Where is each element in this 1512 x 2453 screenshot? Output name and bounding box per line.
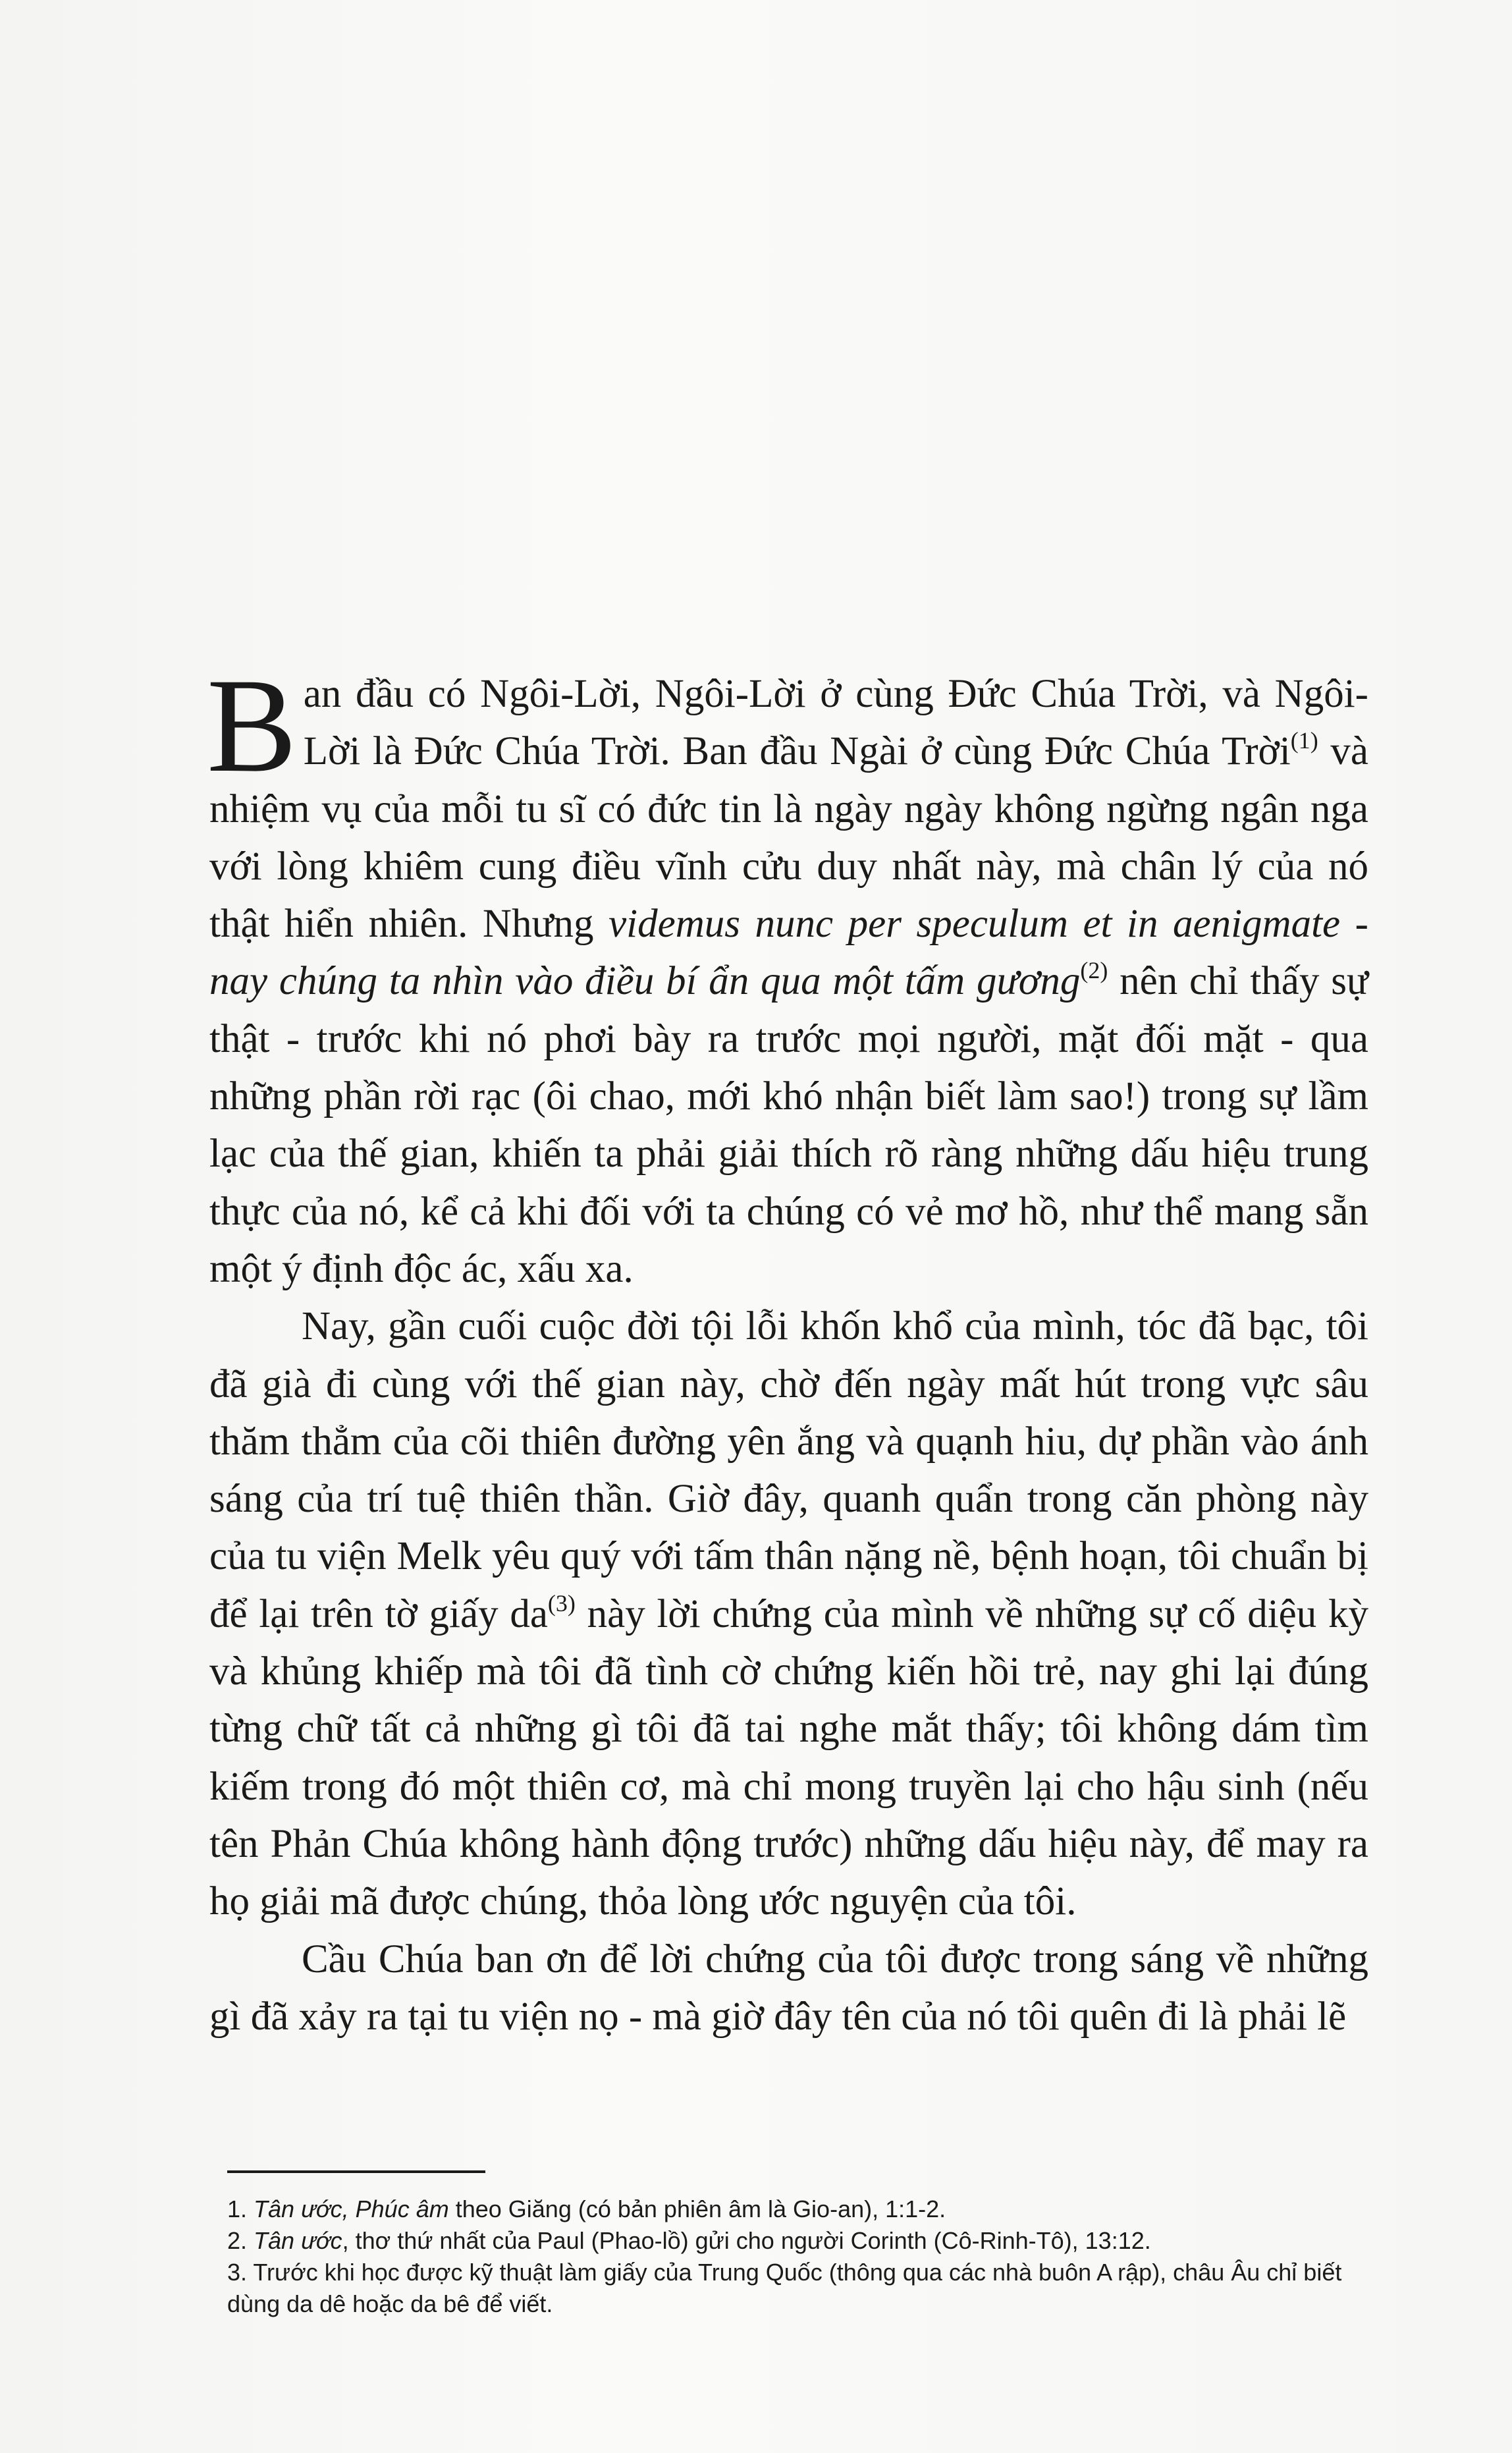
paragraph-2-text-b: này lời chứng của mình về những sự cố diệu kỳ và khủng khiếp mà tôi đã tình cờ chứng kiến hồi trẻ, nay ghi lại đúng từng chữ tất cả những gì tôi đã tai nghe mắt thấy; tôi không dám tìm kiếm trong đó một thiên cơ, mà chỉ mong truyền lại cho hậu sinh (nếu tên Phản Chúa không hành động trước) những dấu hiệu này, để may ra họ giải mã được chúng, thỏa lòng ước nguyện của tôi. xyxy=(209,1591,1368,1924)
footnote-text: , thơ thứ nhất của Paul (Phao-lồ) gửi cho người Corinth (Cô-Rinh-Tô), 13:12. xyxy=(342,2227,1151,2254)
footnote-number: 1. xyxy=(227,2195,254,2222)
footnote-number: 2. xyxy=(227,2227,254,2254)
footnote-ref-3: (3) xyxy=(547,1589,576,1616)
footnote-ref-2: (2) xyxy=(1080,957,1108,984)
paragraph-3-text: Cầu Chúa ban ơn để lời chứng của tôi được trong sáng về những gì đã xảy ra tại tu viện nọ - mà giờ đây tên của nó tôi quên đi là phải lẽ xyxy=(209,1937,1368,2039)
paragraph-3 xyxy=(209,1931,1368,2046)
footnote-italic: Tân ước xyxy=(254,2227,342,2254)
footnote-text: Trước khi học được kỹ thuật làm giấy của Trung Quốc (thông qua các nhà buôn A rập), châu Âu chỉ biết dùng da dê hoặc da bê để viết. xyxy=(227,2259,1342,2317)
footnote-number: 3. xyxy=(227,2259,254,2286)
footnote-divider xyxy=(227,2170,485,2173)
footnote-2 xyxy=(227,2225,1386,2257)
footnote-3 xyxy=(227,2257,1386,2320)
footnote-text: theo Giăng (có bản phiên âm là Gio-an), 1:1-2. xyxy=(448,2195,946,2222)
footnote-ref-1: (1) xyxy=(1290,727,1318,754)
paragraph-2 xyxy=(209,1298,1368,1930)
footnote-1 xyxy=(227,2193,1386,2225)
latin-quote: videmus nunc per speculum et in aenigmate - nay chúng ta nhìn vào điều bí ẩn qua một tấm gương xyxy=(209,902,1368,1004)
paragraph-2-text-a: Nay, gần cuối cuộc đời tội lỗi khốn khổ của mình, tóc đã bạc, tôi đã già đi cùng với thế gian này, chờ đến ngày mất hút trong vực sâu thăm thẳm của cõi thiên đường yên ắng và quạnh hiu, dự phần vào ánh sáng của trí tuệ thiên thần. Giờ đây, quanh quẩn trong căn phòng này của tu viện Melk yêu quý với tấm thân nặng nề, bệnh hoạn, tôi chuẩn bị để lại trên tờ giấy da xyxy=(209,1304,1368,1636)
footnotes xyxy=(227,2193,1386,2320)
paragraph-1-text-b: và nhiệm vụ của mỗi tu sĩ có đức tin là ngày ngày không ngừng ngân nga với lòng khiêm cung điều vĩnh cửu duy nhất này, mà chân lý của nó thật hiển nhiên. Nhưng xyxy=(209,729,1369,947)
main-text xyxy=(207,651,1369,2045)
paragraph-1-text-a: an đầu có Ngôi-Lời, Ngôi-Lời ở cùng Đức Chúa Trời, và Ngôi-Lời là Đức Chúa Trời. Ban đầu Ngài ở cùng Đức Chúa Trời xyxy=(303,672,1368,774)
drop-cap: B xyxy=(207,651,297,800)
paragraph-1 xyxy=(207,651,1369,1298)
paragraph-1-text-c: nên chỉ thấy sự thật - trước khi nó phơi bày ra trước mọi người, mặt đối mặt - qua những phần rời rạc (ôi chao, mới khó nhận biết làm sao!) trong sự lầm lạc của thế gian, khiến ta phải giải thích rõ ràng những dấu hiệu trung thực của nó, kể cả khi đối với ta chúng có vẻ mơ hồ, như thể mang sẵn một ý định độc ác, xấu xa. xyxy=(209,959,1368,1291)
footnote-italic: Tân ước, Phúc âm xyxy=(254,2195,449,2222)
